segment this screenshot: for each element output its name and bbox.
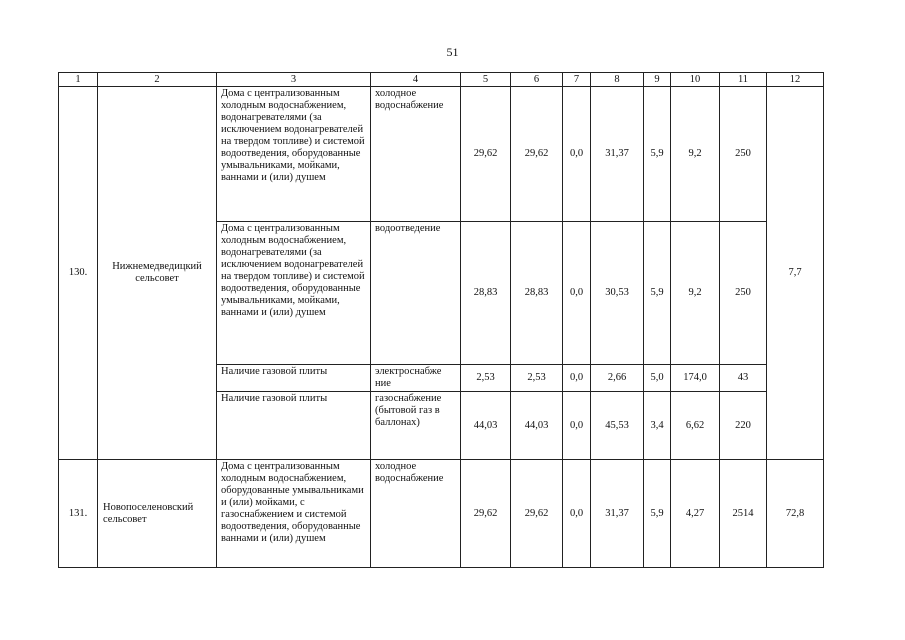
table-row <box>59 460 824 568</box>
row-number: 130. <box>59 87 98 460</box>
value-cell: 29,62 <box>461 87 511 222</box>
settlement-name: Нижнемедведицкий сельсовет <box>98 87 217 460</box>
utility-service: холодное водоснабжение <box>371 460 461 568</box>
header-cell: 9 <box>644 73 671 87</box>
value-cell: 30,53 <box>591 222 644 365</box>
value-cell: 250 <box>720 222 767 365</box>
value-cell: 43 <box>720 365 767 392</box>
header-cell: 1 <box>59 73 98 87</box>
utility-service: водоотведение <box>371 222 461 365</box>
value-cell: 28,83 <box>511 222 563 365</box>
value-cell: 2,53 <box>511 365 563 392</box>
tariff-table <box>58 72 824 568</box>
header-cell: 11 <box>720 73 767 87</box>
header-cell: 12 <box>767 73 824 87</box>
header-cell: 2 <box>98 73 217 87</box>
value-cell: 9,2 <box>671 87 720 222</box>
value-cell: 31,37 <box>591 87 644 222</box>
value-cell: 28,83 <box>461 222 511 365</box>
value-cell: 0,0 <box>563 460 591 568</box>
header-cell: 4 <box>371 73 461 87</box>
value-cell: 5,9 <box>644 460 671 568</box>
value-cell: 0,0 <box>563 392 591 460</box>
value-cell: 3,4 <box>644 392 671 460</box>
value-cell: 250 <box>720 87 767 222</box>
value-cell: 5,9 <box>644 222 671 365</box>
value-cell: 0,0 <box>563 222 591 365</box>
value-cell: 5,0 <box>644 365 671 392</box>
value-cell: 4,27 <box>671 460 720 568</box>
value-cell: 2514 <box>720 460 767 568</box>
value-cell-col12: 7,7 <box>767 87 824 460</box>
header-row <box>59 73 824 87</box>
row-number: 131. <box>59 460 98 568</box>
value-cell: 5,9 <box>644 87 671 222</box>
value-cell: 0,0 <box>563 365 591 392</box>
header-cell: 5 <box>461 73 511 87</box>
value-cell: 6,62 <box>671 392 720 460</box>
value-cell: 220 <box>720 392 767 460</box>
housing-description: Дома с централизованным холодным водоснабжением, водонагревателями (за исключением водонагревателей на твердом топливе) и системой водоотведения, оборудованные умывальниками, мойками, ваннами и (или) душем <box>217 222 371 365</box>
header-cell: 7 <box>563 73 591 87</box>
value-cell: 2,53 <box>461 365 511 392</box>
value-cell: 44,03 <box>511 392 563 460</box>
housing-description: Наличие газовой плиты <box>217 365 371 392</box>
table-row <box>59 87 824 222</box>
header-cell: 6 <box>511 73 563 87</box>
housing-description: Дома с централизованным холодным водоснабжением, водонагревателями (за исключением водонагревателей на твердом топливе) и системой водоотведения, оборудованные умывальниками, мойками, ваннами и (или) душем <box>217 87 371 222</box>
header-cell: 8 <box>591 73 644 87</box>
value-cell: 29,62 <box>511 460 563 568</box>
value-cell: 0,0 <box>563 87 591 222</box>
value-cell-col12: 72,8 <box>767 460 824 568</box>
value-cell: 9,2 <box>671 222 720 365</box>
value-cell: 31,37 <box>591 460 644 568</box>
housing-description: Наличие газовой плиты <box>217 392 371 460</box>
value-cell: 44,03 <box>461 392 511 460</box>
settlement-name: Новопоселеновский сельсовет <box>98 460 217 568</box>
value-cell: 2,66 <box>591 365 644 392</box>
header-cell: 10 <box>671 73 720 87</box>
header-cell: 3 <box>217 73 371 87</box>
utility-service: газоснабжение (бытовой газ в баллонах) <box>371 392 461 460</box>
value-cell: 29,62 <box>511 87 563 222</box>
page-number: 51 <box>446 45 459 59</box>
value-cell: 45,53 <box>591 392 644 460</box>
value-cell: 29,62 <box>461 460 511 568</box>
utility-service: холодное водоснабжение <box>371 87 461 222</box>
housing-description: Дома с централизованным холодным водоснабжением, оборудованные умывальниками и (или) мойками, с газоснабжением и системой водоотведения, оборудованные ваннами и (или) душем <box>217 460 371 568</box>
utility-service: электроснабже ние <box>371 365 461 392</box>
value-cell: 174,0 <box>671 365 720 392</box>
